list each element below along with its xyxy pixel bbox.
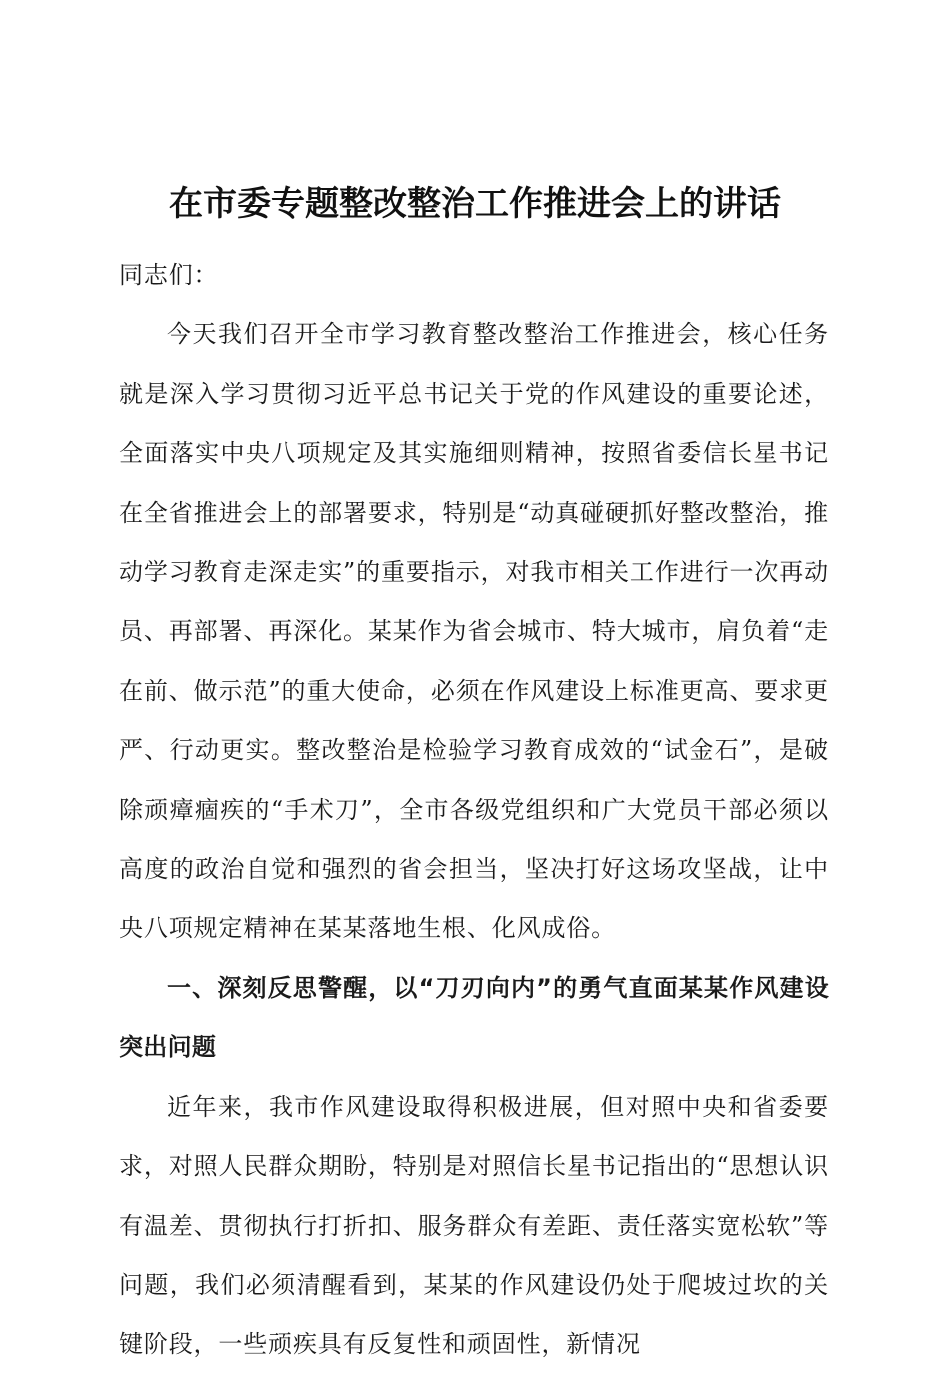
document-title: 在市委专题整改整治工作推进会上的讲话 <box>169 184 781 224</box>
document-body <box>119 246 829 1375</box>
section-paragraph: 近年来，我市作风建设取得积极进展，但对照中央和省委要求，对照人民群众期盼，特别是对照信长星书记指出的“思想认识有温差、贯彻执行打折扣、服务群众有差距、责任落实宽松软”等问题，我们必须清醒看到，某某的作风建设仍处于爬坡过坎的关键阶段，一些顽疾具有反复性和顽固性，新情况 <box>119 1092 829 1359</box>
intro-paragraph: 今天我们召开全市学习教育整改整治工作推进会，核心任务就是深入学习贯彻习近平总书记关于党的作风建设的重要论述，全面落实中央八项规定及其实施细则精神，按照省委信长星书记在全省推进会上的部署要求，特别是“动真碰硬抓好整改整治，推动学习教育走深走实”的重要指示，对我市相关工作进行一次再动员、再部署、再深化。某某作为省会城市、特大城市，肩负着“走在前、做示范”的重大使命，必须在作风建设上标准更高、要求更严、行动更实。整改整治是检验学习教育成效的“试金石”，是破除顽瘴痼疾的“手术刀”，全市各级党组织和广大党员干部必须以高度的政治自觉和强烈的省会担当，坚决打好这场攻坚战，让中央八项规定精神在某某落地生根、化风成俗。 <box>119 320 829 943</box>
section-heading: 一、深刻反思警醒，以“刀刃向内”的勇气直面某某作风建设突出问题 <box>119 973 829 1062</box>
salutation: 同志们： <box>119 261 219 289</box>
